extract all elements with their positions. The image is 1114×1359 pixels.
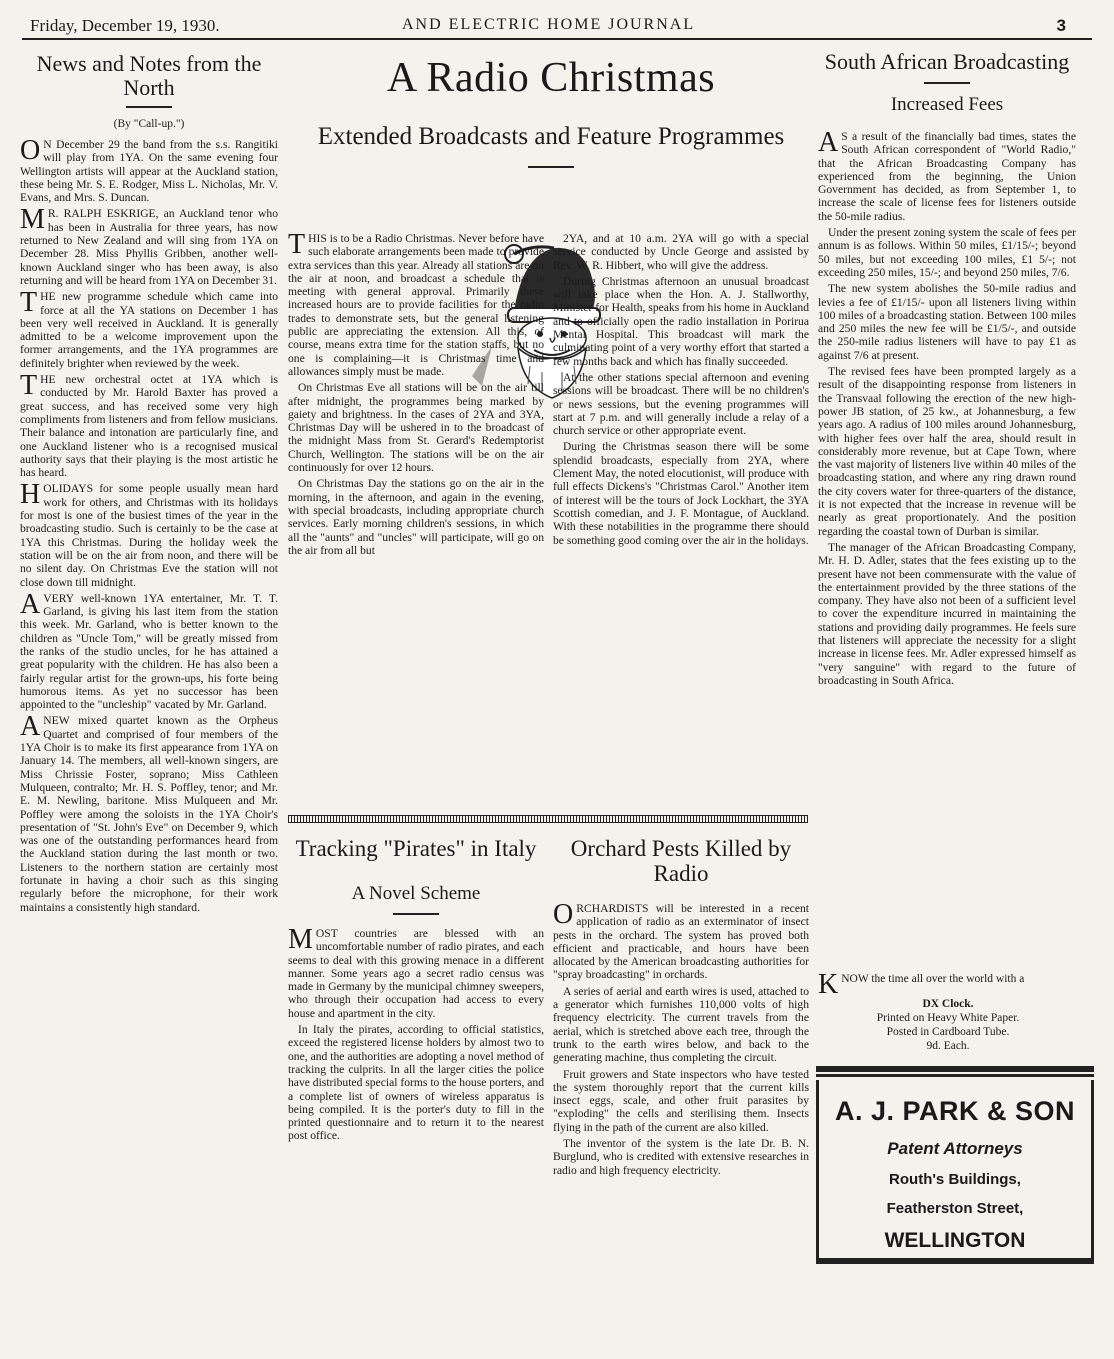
paragraph-text: HIS is to be a Radio Christmas. Never before have such elaborate arrangements been made to provide extra services than this year. Already all stations are on the air at noon, and broadcast a schedule that is meeting with general approval. Primarily these increased hours are to provide facilities for the radio trades to demonstrate sets, but the general listening public are appreciating the extension. All this, of course, means extra time for the station staffs, but no one is complaining—it is Christmas time and allowances simply must be made. — [288, 232, 544, 378]
drop-cap: A — [818, 127, 839, 158]
drop-cap: A — [20, 711, 41, 743]
lead-column-a — [288, 229, 544, 560]
paragraph — [818, 282, 1076, 362]
orchard-body — [553, 899, 809, 1177]
ad-line: NOW the time all over the world with a — [841, 973, 1025, 985]
paragraph — [20, 204, 278, 287]
paragraph-text: At the other stations special afternoon and evening sessions will be broadcast. There will be no children's or news sessions, but the evening programmes will start at 7 p.m. and will generally include a relay of a church service or other appropriate event. — [553, 370, 809, 438]
paragraph — [818, 541, 1076, 687]
drop-cap: O — [553, 899, 574, 930]
ad-address-1: Routh's Buildings, — [889, 1171, 1021, 1188]
paragraph-text: In Italy the pirates, according to official statistics, exceed the registered license holders by almost two to one, and the authorities are adopting a novel method of tracking the culprits. In all the larger cities the police have distributed special forms to the house porters, and a complete list of owners of wireless apparatus is being compiled. It is the porter's duty to fill in the printed questionnaire and to return it to the nearest post office. — [288, 1023, 544, 1143]
paragraph-text: VERY well-known 1YA entertainer, Mr. T. T. Garland, is giving his last item from the station this week. Mr. Garland, who is better known to the children as "Uncle Tom," will be greatly missed from the ranks of the studio uncles, for he has attained a great popularity with the children. He has also been a fairly regular artist for the grown-ups, his forte being humorous items. As yet no successor has been appointed to the "uncleship" vacated by Mr. Garland. — [20, 591, 278, 712]
paragraph — [553, 371, 809, 437]
divider — [924, 82, 970, 84]
lead-story-heading — [290, 54, 812, 178]
paragraph — [553, 275, 809, 368]
paragraph — [20, 588, 278, 712]
ad-border-top — [816, 1066, 1094, 1072]
lead-column-b — [553, 232, 809, 550]
ad-city: WELLINGTON — [884, 1229, 1026, 1252]
paragraph — [553, 440, 809, 546]
drop-cap: T — [20, 370, 38, 402]
drop-cap: K — [818, 969, 839, 1000]
drop-cap: A — [20, 588, 41, 620]
page-number: 3 — [1056, 16, 1066, 35]
pirates-subheadline: A Novel Scheme — [351, 883, 481, 904]
paragraph — [288, 229, 544, 378]
drop-cap: M — [20, 204, 45, 236]
orchard-story — [553, 836, 809, 1180]
issue-date: Friday, December 19, 1930. — [30, 16, 220, 35]
paragraph-text: OST countries are blessed with an uncomfortable number of radio pirates, and each seems to deal with this growing menace in a different manner. Some years ago a secret radio census was made in Germany by the municipal chimney sweepers, who through their occupation had access to every house and apartment in the city. — [288, 927, 544, 1020]
paragraph — [553, 985, 809, 1065]
paragraph — [20, 479, 278, 589]
paragraph — [553, 232, 809, 272]
page-header — [22, 14, 1092, 40]
drop-cap: T — [20, 287, 38, 319]
ad-firm-name: A. J. PARK & SON — [834, 1096, 1076, 1126]
ad-product: DX Clock. — [922, 998, 974, 1010]
left-column — [20, 52, 278, 917]
paragraph-text: The revised fees have been prompted largely as a result of the disappointing response from listeners in the Transvaal following the erection of the new high-power JB station, of 25 kw., at Johannesburg, a few years ago. A radius of 100 miles around Johannesburg, with higher fees over half the area, should result in considerably more revenue, but at Cape Town, where the vast majority of listeners live within 40 miles of the broadcasting station, and where any ring drawn round the city covers water for three-quarters of the distance, it is not expected that the increase in revenue will be nearly as great proportionately. And the position regarding the coastal town of Durban is similar. — [818, 365, 1076, 538]
paragraph-text: On Christmas Eve all stations will be on the air till after midnight, the programmes being marked by gaiety and brightness. In the cases of 2YA and 3YA, Christmas Day will be ushered in to the broadcast of the midnight Mass from St. Gerard's Redemptorist Church, Wellington. The stations will be on the air continuously for over 12 hours. — [288, 381, 544, 475]
right-subheadline: Increased Fees — [890, 94, 1004, 115]
paragraph-text: OLIDAYS for some people usually mean hard work for others, and Christmas with its holidays for most is one of the busiest times of the year in the broadcasting studio. Such is certainly to be the case at 1YA this Christmas. During the holiday week the station will be on the air from noon, and there will be no silent day. On Christmas Eve the station will not close down till midnight. — [20, 482, 278, 589]
divider — [528, 166, 574, 168]
paragraph-text: The inventor of the system is the late Dr. B. N. Burglund, who is credited with extensive researches in radio and high frequency electricity. — [553, 1137, 809, 1177]
paragraph-text: HE new programme schedule which came into force at all the YA stations on December 1 has been very well received in Auckland. It is generally admitted to be a welcome improvement upon the former arrangements, and the 1YA programmes are definitely brighter when reviewed by the week. — [20, 290, 278, 370]
paragraph-text: N December 29 the band from the s.s. Rangitiki will play from 1YA. On the same evening four Wellington artists will appear at the Auckland station, these being Mr. S. E. Rodger, Miss L. Nicholas, Mr. V. Evans, and Mrs. S. Duncan. — [20, 138, 278, 205]
paragraph — [553, 899, 809, 982]
paragraph-text: Fruit growers and State inspectors who have tested the system thoroughly report that the current kills insect eggs, scale, and other fruit parasites by "exploding" the cells and sterilising them. Insects flying in the path of the current are also killed. — [553, 1067, 809, 1134]
paragraph — [20, 370, 278, 480]
left-headline: News and Notes from the North — [36, 51, 262, 100]
right-column — [818, 50, 1076, 690]
paragraph-text: NEW mixed quartet known as the Orpheus Quartet and comprised of four members of the 1YA Choir is to make its first appearance from 1YA on January 14. The members, all well-known singers, are Miss Chrissie Foster, soprano; Miss Cathleen Mulqueen, contralto; Mr. H. S. Poffley, tenor; and Mr. E. M. Newling, baritone. Miss Mulqueen and Mr. Poffley were among the soloists in the 1YA Choir's presentation of "St. John's Eve" on December 9, which was one of the outstanding performances heard from the Auckland station during the last month or two. Listeners to the northern station are certainly most fortunate in having a choir such as this singing regularly before the microphone, for their work maintains a consistently high standard. — [20, 714, 278, 914]
divider — [126, 106, 172, 108]
ad-line: Posted in Cardboard Tube. — [886, 1026, 1010, 1038]
paragraph-text: A series of aerial and earth wires is used, attached to a generator which furnishes 110,000 volts of high frequency electricity. The current travels from the aerial, which is stretched above each tree, through the trunk to the earth wires below, and back to the generating machine, thus completing the circuit. — [553, 984, 809, 1065]
paragraph-text: HE new orchestral octet at 1YA which is conducted by Mr. Harold Baxter has proved a great success, and has received some very high compliments from listeners and from fellow musicians. Their balance and intonation are particularly fine, and one Auckland listener who is a recognised musical authority says that their playing is the most artistic he has heard. — [20, 373, 278, 480]
paragraph-text: During the Christmas season there will be some splendid broadcasts, especially from 2YA, where Clement May, the noted elocutionist, will produce with full effects Dickens's "Christmas Carol." Another item of interest will be the tours of Jock Lockhart, the 3YA Scottish comedian, and J. F. Montague, of Auckland. With these notabilities in the programme there should be something good coming over the air in the holidays. — [553, 440, 809, 547]
drop-cap: H — [20, 479, 41, 511]
paragraph-text: 2YA, and at 10 a.m. 2YA will go with a special service conducted by Uncle George and assisted by Rev. W. R. Hibbert, who will give the address. — [553, 232, 809, 272]
ad-service: Patent Attorneys — [887, 1139, 1023, 1158]
paragraph-text: R. RALPH ESKRIGE, an Auckland tenor who has been in Australia for three years, has now returned to New Zealand and will sing from 1YA on December 28. Miss Phyllis Gribben, another well-known Auckland singer who has been away, is also returning and will be heard from 1YA on December 31. — [20, 207, 278, 287]
paragraph — [553, 1068, 809, 1134]
right-article-body — [818, 127, 1076, 687]
drop-cap: M — [288, 924, 313, 955]
paragraph — [553, 1137, 809, 1177]
paragraph — [818, 226, 1076, 279]
paragraph — [288, 477, 544, 557]
right-headline: South African Broadcasting — [824, 49, 1070, 74]
paragraph — [20, 287, 278, 370]
paragraph — [20, 711, 278, 914]
paragraph-text: Under the present zoning system the scale of fees per annum is as follows. Within 50 miles, £1/15/-; beyond 50 miles, but not exceeding 100 miles, £1 5/-; not exceeding 250 miles, 15/-; and beyond 250 miles, 7/6. — [818, 226, 1076, 279]
ad-price: 9d. Each. — [926, 1040, 970, 1052]
decorative-rule — [288, 815, 808, 823]
ad-border-top-inner — [816, 1074, 1094, 1077]
pirates-body — [288, 924, 544, 1143]
left-article-body — [20, 135, 278, 914]
paragraph-text: On Christmas Day the stations go on the air in the morning, in the afternoon, and again in the evening, with special broadcasts, including appropriate church services. Early morning children's sessions, in which all the "aunts" and "uncles" will participate, will go on the air from all but — [288, 477, 544, 557]
ad-border-bottom — [816, 1258, 1094, 1264]
paragraph — [288, 924, 544, 1020]
pirates-headline: Tracking "Pirates" in Italy — [295, 836, 537, 861]
paragraph-text: During Christmas afternoon an unusual broadcast will take place when the Hon. A. J. Stallworthy, Minister for Health, speaks from his home in Auckland and to officially open the radio installation in Porirua Mental Hospital. This broadcast will mark the culminating point of a very worthy effort that started a few months back and which has finally succeeded. — [553, 274, 809, 368]
ad-line: Printed on Heavy White Paper. — [876, 1012, 1020, 1024]
paragraph — [20, 135, 278, 205]
paragraph-text: The manager of the African Broadcasting Company, Mr. H. D. Adler, states that the fees existing up to the present have not been commensurate with the value of the entertainment provided by the three stations of the company. They have also not been of a sufficient level to cover the expenditure incurred in maintaining the stations and providing daily programmes. He feels sure that listeners will appreciate the necessity for a slight increase in license fees. Mr. Adler expressed himself as "very sanguine" with regard to the future of broadcasting in South Africa. — [818, 540, 1076, 687]
park-advertisement — [816, 1080, 1094, 1258]
journal-masthead: AND ELECTRIC HOME JOURNAL — [402, 16, 696, 33]
paragraph — [288, 1023, 544, 1143]
orchard-headline: Orchard Pests Killed by Radio — [570, 836, 792, 886]
paragraph — [288, 381, 544, 474]
divider — [393, 913, 439, 915]
dx-clock-advertisement — [818, 969, 1078, 1053]
pirates-story — [288, 836, 544, 1146]
drop-cap: O — [20, 135, 41, 166]
byline: (By "Call-up.") — [113, 118, 185, 130]
paragraph-text: The new system abolishes the 50-mile radius and levies a fee of £1/15/- upon all listeners living within 100 miles of a broadcasting station. Between 100 miles and 250 miles the new fee will be £1/5/-, and outside the 250-mile radius listeners will have to pay £1 as against 7/6 at present. — [818, 282, 1076, 362]
paragraph — [818, 127, 1076, 223]
paragraph-text: RCHARDISTS will be interested in a recent application of radio as an exterminator of insect pests in the orchard. The system has proved both efficient and practicable, and hours have been allocated by the American broadcasting authorities for "spray broadcasting" in orchards. — [553, 902, 809, 982]
paragraph — [818, 365, 1076, 538]
lead-subheadline: Extended Broadcasts and Feature Programmes — [317, 123, 785, 150]
ad-address-2: Featherston Street, — [886, 1200, 1024, 1217]
drop-cap: T — [288, 229, 306, 260]
paragraph-text: S a result of the financially bad times, states the South African correspondent of "World Radio," that the African Broadcasting Company has experienced from the beginning, the Union Government has decided, as from September 1, to increase the scale of license fees for listeners outside the 50-mile radius. — [818, 130, 1076, 223]
lead-headline: A Radio Christmas — [386, 55, 716, 101]
